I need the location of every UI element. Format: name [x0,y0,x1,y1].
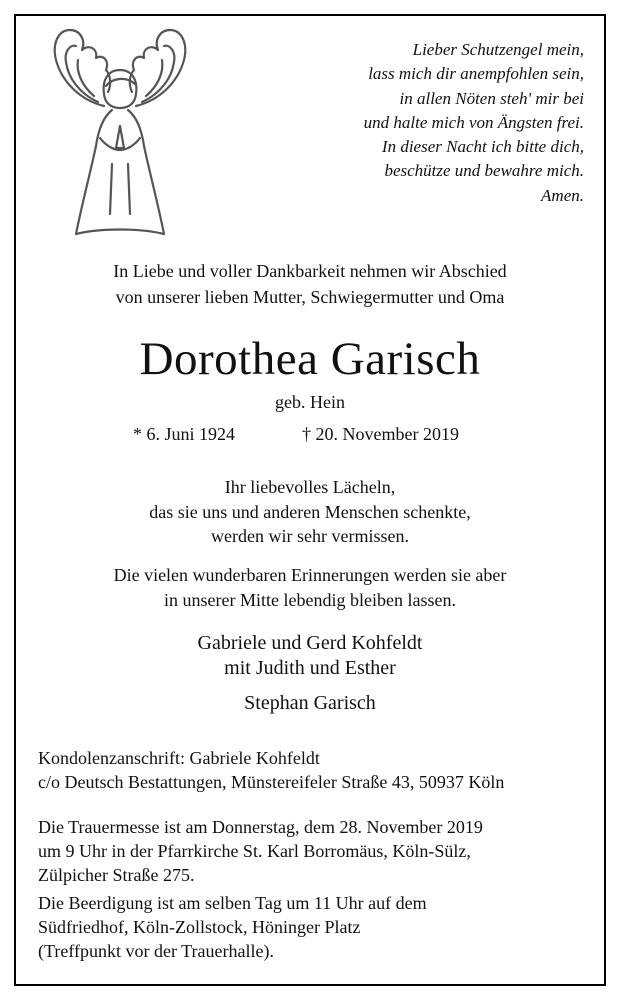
memory-line: Die vielen wunderbaren Erinnerungen werden sie aber [113,565,507,585]
intro-line: von unserer lieben Mutter, Schwiegermutter und Oma [115,287,505,307]
farewell-intro [0,258,620,310]
quote-line: werden wir sehr vermissen. [211,526,409,546]
mourner-line: mit Judith und Esther [224,657,396,679]
mass-line: um 9 Uhr in der Pfarrkirche St. Karl Borromäus, Köln-Sülz, [38,841,471,861]
requiem-mass-info [38,815,598,887]
burial-line: (Treffpunkt vor der Trauerhalle). [38,941,274,961]
maiden-name: geb. Hein [275,392,345,412]
poem-line: in allen Nöten steh' mir bei [399,88,584,108]
quote-line: Ihr liebevolles Lächeln, [224,477,396,497]
mass-line: Zülpicher Straße 275. [38,865,195,885]
mourner-line: Gabriele und Gerd Kohfeldt [197,632,423,654]
poem-line: In dieser Nacht ich bitte dich, [381,137,584,157]
burial-line: Südfriedhof, Köln-Zollstock, Höninger Platz [38,917,361,937]
angel-icon [40,14,200,242]
burial-info [38,891,598,963]
mourners [0,631,620,716]
birth-date: * 6. Juni 1924 [133,424,236,444]
burial-line: Die Beerdigung ist am selben Tag um 11 Uhr auf dem [38,893,427,913]
intro-line: In Liebe und voller Dankbarkeit nehmen wir Abschied [113,261,507,281]
poem-line: Amen. [541,185,584,205]
poem-line: und halte mich von Ängsten frei. [363,112,584,132]
mourner-line: Stephan Garisch [244,692,376,714]
condolence-address [38,746,598,794]
memory-text [0,563,620,612]
condolence-line: c/o Deutsch Bestattungen, Münstereifeler Straße 43, 50937 Köln [38,772,505,792]
poem-line: beschütze und bewahre mich. [384,161,584,181]
poem-line: Lieber Schutzengel mein, [412,40,584,59]
memory-line: in unserer Mitte lebendig bleiben lassen. [164,589,456,610]
poem-line: lass mich dir anempfohlen sein, [368,64,584,84]
angel-prayer-poem [254,38,584,208]
condolence-line: Kondolenzanschrift: Gabriele Kohfeldt [38,748,320,768]
mass-line: Die Trauermesse ist am Donnerstag, dem 28. November 2019 [38,817,483,837]
deceased-name: Dorothea Garisch [139,333,481,385]
quote-line: das sie uns und anderen Menschen schenkte, [149,501,471,522]
tribute-quote [0,475,620,549]
death-date: † 20. November 2019 [302,424,459,444]
